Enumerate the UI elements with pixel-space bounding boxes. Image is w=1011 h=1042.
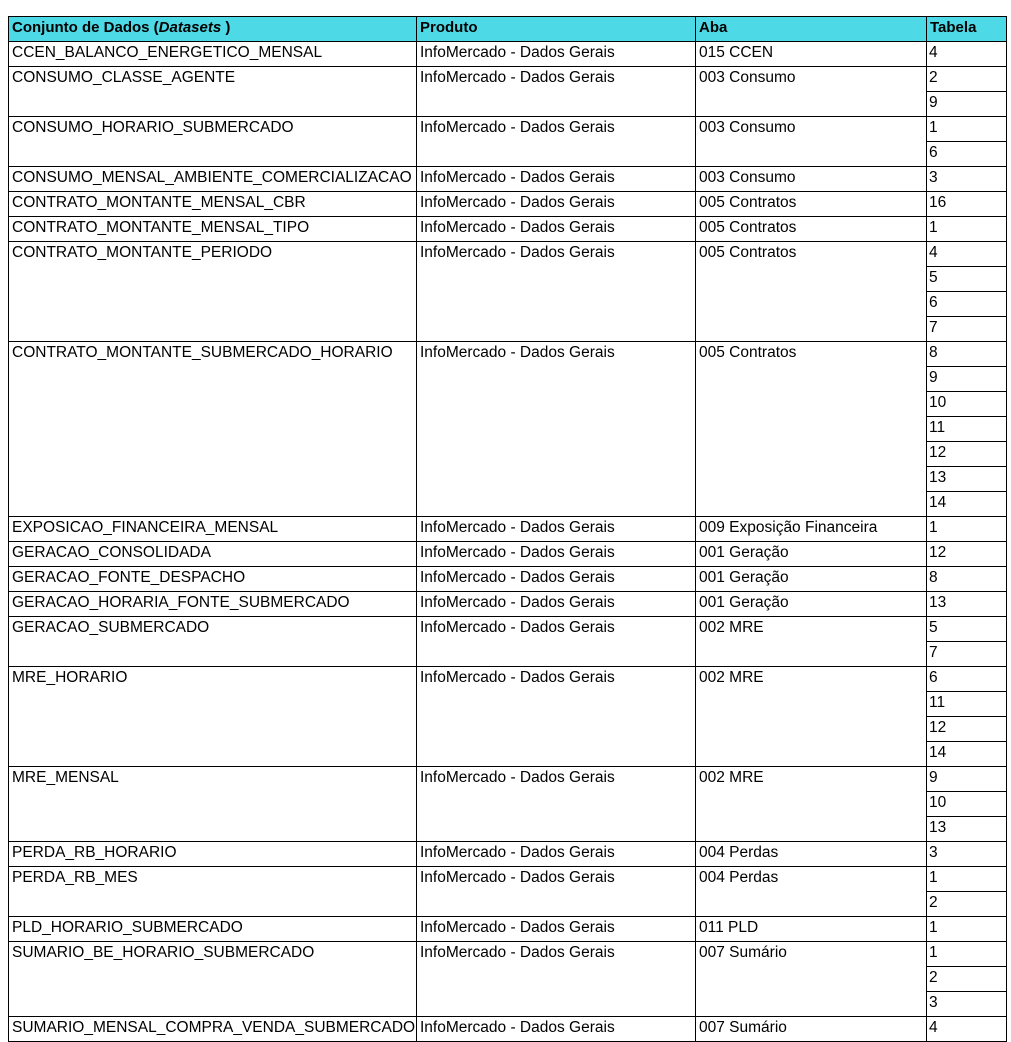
cell-tabela[interactable]: 12: [927, 717, 1007, 742]
table-row: [9, 42, 1007, 67]
cell-dataset[interactable]: CCEN_BALANCO_ENERGETICO_MENSAL: [9, 42, 417, 67]
table-row: [9, 617, 1007, 642]
cell-aba[interactable]: 003 Consumo: [696, 117, 927, 167]
cell-produto[interactable]: InfoMercado - Dados Gerais: [417, 1017, 696, 1042]
cell-dataset[interactable]: CONTRATO_MONTANTE_SUBMERCADO_HORARIO: [9, 342, 417, 517]
cell-tabela[interactable]: 1: [927, 117, 1007, 142]
cell-produto[interactable]: InfoMercado - Dados Gerais: [417, 567, 696, 592]
cell-tabela[interactable]: 6: [927, 667, 1007, 692]
header-dataset-italic: Datasets: [158, 19, 222, 36]
cell-tabela[interactable]: 1: [927, 217, 1007, 242]
table-row: [9, 942, 1007, 967]
cell-aba[interactable]: 002 MRE: [696, 617, 927, 667]
cell-tabela[interactable]: 8: [927, 342, 1007, 367]
cell-tabela[interactable]: 13: [927, 817, 1007, 842]
cell-produto[interactable]: InfoMercado - Dados Gerais: [417, 842, 696, 867]
table-body: [9, 42, 1007, 1042]
cell-aba[interactable]: 007 Sumário: [696, 942, 927, 1017]
cell-aba[interactable]: 001 Geração: [696, 592, 927, 617]
cell-tabela[interactable]: 1: [927, 917, 1007, 942]
cell-produto[interactable]: InfoMercado - Dados Gerais: [417, 617, 696, 667]
table-row: [9, 67, 1007, 92]
cell-produto[interactable]: InfoMercado - Dados Gerais: [417, 167, 696, 192]
cell-dataset[interactable]: GERACAO_HORARIA_FONTE_SUBMERCADO: [9, 592, 417, 617]
table-row: [9, 667, 1007, 692]
header-dataset: [9, 17, 417, 42]
cell-aba[interactable]: 009 Exposição Financeira: [696, 517, 927, 542]
cell-produto[interactable]: InfoMercado - Dados Gerais: [417, 767, 696, 842]
cell-tabela[interactable]: 1: [927, 517, 1007, 542]
cell-tabela[interactable]: 9: [927, 92, 1007, 117]
cell-produto[interactable]: InfoMercado - Dados Gerais: [417, 667, 696, 767]
cell-aba[interactable]: 001 Geração: [696, 542, 927, 567]
header-produto: Produto: [417, 17, 696, 42]
cell-produto[interactable]: InfoMercado - Dados Gerais: [417, 542, 696, 567]
cell-tabela[interactable]: 7: [927, 317, 1007, 342]
cell-dataset[interactable]: MRE_HORARIO: [9, 667, 417, 767]
cell-aba[interactable]: 003 Consumo: [696, 167, 927, 192]
cell-dataset[interactable]: GERACAO_FONTE_DESPACHO: [9, 567, 417, 592]
cell-tabela[interactable]: 2: [927, 892, 1007, 917]
table-row: [9, 217, 1007, 242]
cell-aba[interactable]: 011 PLD: [696, 917, 927, 942]
cell-aba[interactable]: 005 Contratos: [696, 342, 927, 517]
cell-produto[interactable]: InfoMercado - Dados Gerais: [417, 917, 696, 942]
cell-produto[interactable]: InfoMercado - Dados Gerais: [417, 592, 696, 617]
cell-tabela[interactable]: 4: [927, 1017, 1007, 1042]
cell-dataset[interactable]: PERDA_RB_MES: [9, 867, 417, 917]
cell-tabela[interactable]: 12: [927, 542, 1007, 567]
cell-dataset[interactable]: CONSUMO_HORARIO_SUBMERCADO: [9, 117, 417, 167]
table-row: [9, 192, 1007, 217]
header-tabela: Tabela: [927, 17, 1007, 42]
cell-tabela[interactable]: 7: [927, 642, 1007, 667]
header-dataset-prefix: Conjunto de Dados (: [12, 19, 159, 36]
cell-tabela[interactable]: 2: [927, 967, 1007, 992]
cell-aba[interactable]: 003 Consumo: [696, 67, 927, 117]
cell-aba[interactable]: 005 Contratos: [696, 192, 927, 217]
header-aba: Aba: [696, 17, 927, 42]
cell-tabela[interactable]: 3: [927, 167, 1007, 192]
cell-produto[interactable]: InfoMercado - Dados Gerais: [417, 42, 696, 67]
cell-aba[interactable]: 004 Perdas: [696, 867, 927, 917]
cell-aba[interactable]: 002 MRE: [696, 767, 927, 842]
cell-tabela[interactable]: 4: [927, 242, 1007, 267]
cell-tabela[interactable]: 11: [927, 417, 1007, 442]
cell-produto[interactable]: InfoMercado - Dados Gerais: [417, 242, 696, 342]
cell-tabela[interactable]: 5: [927, 267, 1007, 292]
header-dataset-suffix: ): [221, 19, 231, 36]
cell-produto[interactable]: InfoMercado - Dados Gerais: [417, 867, 696, 917]
datasets-table: [8, 16, 1007, 1042]
cell-tabela[interactable]: 3: [927, 992, 1007, 1017]
cell-aba[interactable]: 001 Geração: [696, 567, 927, 592]
table-row: [9, 917, 1007, 942]
header-row: [9, 17, 1007, 42]
cell-tabela[interactable]: 6: [927, 142, 1007, 167]
cell-tabela[interactable]: 6: [927, 292, 1007, 317]
spreadsheet-table: [8, 16, 1006, 1042]
cell-dataset[interactable]: GERACAO_SUBMERCADO: [9, 617, 417, 667]
table-row: [9, 842, 1007, 867]
cell-tabela[interactable]: 2: [927, 67, 1007, 92]
cell-tabela[interactable]: 10: [927, 792, 1007, 817]
cell-dataset[interactable]: CONTRATO_MONTANTE_MENSAL_TIPO: [9, 217, 417, 242]
cell-aba[interactable]: 005 Contratos: [696, 217, 927, 242]
table-row: [9, 117, 1007, 142]
cell-produto[interactable]: InfoMercado - Dados Gerais: [417, 217, 696, 242]
cell-aba[interactable]: 002 MRE: [696, 667, 927, 767]
cell-aba[interactable]: 004 Perdas: [696, 842, 927, 867]
table-row: [9, 167, 1007, 192]
cell-tabela[interactable]: 5: [927, 617, 1007, 642]
cell-dataset[interactable]: CONTRATO_MONTANTE_MENSAL_CBR: [9, 192, 417, 217]
table-row: [9, 767, 1007, 792]
cell-produto[interactable]: InfoMercado - Dados Gerais: [417, 192, 696, 217]
cell-dataset[interactable]: SUMARIO_MENSAL_COMPRA_VENDA_SUBMERCADO: [9, 1017, 417, 1042]
cell-tabela[interactable]: 11: [927, 692, 1007, 717]
cell-tabela[interactable]: 3: [927, 842, 1007, 867]
cell-dataset[interactable]: MRE_MENSAL: [9, 767, 417, 842]
cell-produto[interactable]: InfoMercado - Dados Gerais: [417, 67, 696, 117]
cell-dataset[interactable]: CONTRATO_MONTANTE_PERIODO: [9, 242, 417, 342]
cell-dataset[interactable]: CONSUMO_MENSAL_AMBIENTE_COMERCIALIZACAO: [9, 167, 417, 192]
cell-tabela[interactable]: 14: [927, 742, 1007, 767]
cell-dataset[interactable]: SUMARIO_BE_HORARIO_SUBMERCADO: [9, 942, 417, 1017]
table-row: [9, 1017, 1007, 1042]
cell-tabela[interactable]: 12: [927, 442, 1007, 467]
table-row: [9, 517, 1007, 542]
table-row: [9, 567, 1007, 592]
cell-dataset[interactable]: GERACAO_CONSOLIDADA: [9, 542, 417, 567]
table-row: [9, 592, 1007, 617]
cell-tabela[interactable]: 13: [927, 592, 1007, 617]
cell-dataset[interactable]: CONSUMO_CLASSE_AGENTE: [9, 67, 417, 117]
cell-tabela[interactable]: 4: [927, 42, 1007, 67]
cell-dataset[interactable]: PLD_HORARIO_SUBMERCADO: [9, 917, 417, 942]
cell-tabela[interactable]: 13: [927, 467, 1007, 492]
cell-tabela[interactable]: 1: [927, 867, 1007, 892]
cell-produto[interactable]: InfoMercado - Dados Gerais: [417, 942, 696, 1017]
cell-tabela[interactable]: 16: [927, 192, 1007, 217]
table-row: [9, 242, 1007, 267]
cell-tabela[interactable]: 10: [927, 392, 1007, 417]
cell-produto[interactable]: InfoMercado - Dados Gerais: [417, 117, 696, 167]
cell-produto[interactable]: InfoMercado - Dados Gerais: [417, 517, 696, 542]
cell-tabela[interactable]: 9: [927, 767, 1007, 792]
cell-dataset[interactable]: EXPOSICAO_FINANCEIRA_MENSAL: [9, 517, 417, 542]
cell-aba[interactable]: 007 Sumário: [696, 1017, 927, 1042]
cell-aba[interactable]: 005 Contratos: [696, 242, 927, 342]
cell-produto[interactable]: InfoMercado - Dados Gerais: [417, 342, 696, 517]
table-row: [9, 342, 1007, 367]
cell-dataset[interactable]: PERDA_RB_HORARIO: [9, 842, 417, 867]
cell-tabela[interactable]: 9: [927, 367, 1007, 392]
table-row: [9, 542, 1007, 567]
table-row: [9, 867, 1007, 892]
cell-aba[interactable]: 015 CCEN: [696, 42, 927, 67]
cell-tabela[interactable]: 1: [927, 942, 1007, 967]
cell-tabela[interactable]: 14: [927, 492, 1007, 517]
cell-tabela[interactable]: 8: [927, 567, 1007, 592]
